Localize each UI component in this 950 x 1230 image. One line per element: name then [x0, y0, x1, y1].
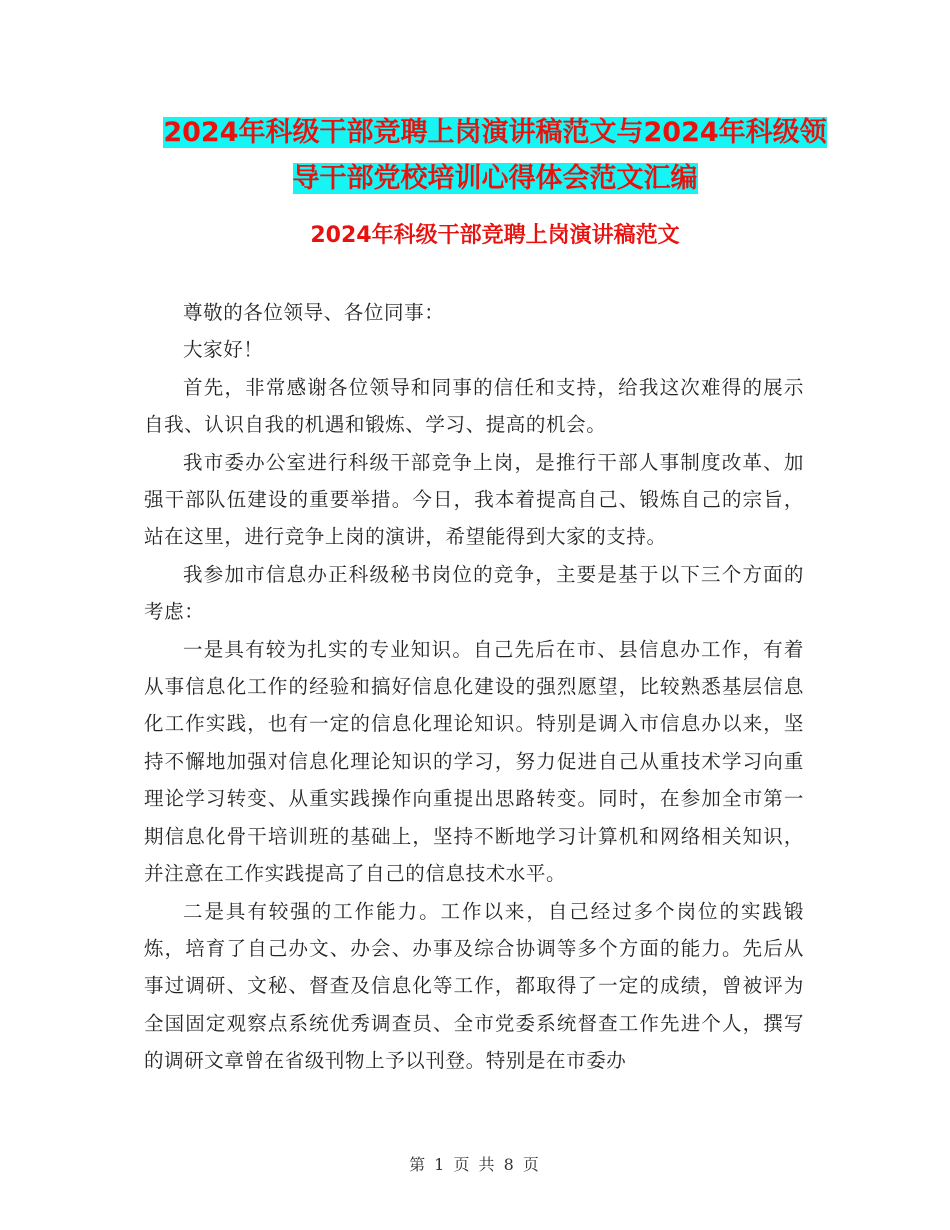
paragraph: 一是具有较为扎实的专业知识。自己先后在市、县信息办工作，有着从事信息化工作的经验和搞好信息化建设的强烈愿望，比较熟悉基层信息化工作实践，也有一定的信息化理论知识。特别是调入市信息办以来，坚持不懈地加强对信息化理论知识的学习，努力促进自己从重技术学习向重理论学习转变、从重实践操作向重提出思路转变。同时，在参加全市第一期信息化骨干培训班的基础上，坚持不断地学习计算机和网络相关知识，并注意在工作实践提高了自己的信息技术水平。	[144, 637, 804, 886]
paragraph: 我市委办公室进行科级干部竞争上岗，是推行干部人事制度改革、加强干部队伍建设的重要举措。今日，我本着提高自己、锻炼自己的宗旨，站在这里，进行竞争上岗的演讲，希望能得到大家的支持。	[144, 450, 804, 549]
paragraph: 我参加市信息办正科级秘书岗位的竞争，主要是基于以下三个方面的考虑：	[144, 562, 804, 624]
paragraph-greeting: 大家好！	[183, 338, 264, 362]
document-body	[144, 294, 804, 1080]
page-footer: 第 1 页 共 8 页	[409, 1155, 541, 1174]
main-title-line-1: 2024年科级干部竞聘上岗演讲稿范文与2024年科级领	[163, 117, 827, 148]
main-title-line-2: 导干部党校培训心得体会范文汇编	[292, 163, 698, 194]
paragraph: 二是具有较强的工作能力。工作以来，自己经过多个岗位的实践锻炼，培育了自己办文、办会、办事及综合协调等多个方面的能力。先后从事过调研、文秘、督查及信息化等工作，都取得了一定的成绩，曾被评为全国固定观察点系统优秀调查员、全市党委系统督查工作先进个人，撰写的调研文章曾在省级刊物上予以刊登。特别是在市委办	[144, 899, 804, 1073]
section-title: 2024年科级干部竞聘上岗演讲稿范文	[310, 223, 680, 248]
main-title	[140, 110, 850, 202]
paragraph: 首先，非常感谢各位领导和同事的信任和支持，给我这次难得的展示自我、认识自我的机遇和锻炼、学习、提高的机会。	[144, 375, 804, 437]
paragraph-salutation: 尊敬的各位领导、各位同事：	[183, 301, 445, 324]
